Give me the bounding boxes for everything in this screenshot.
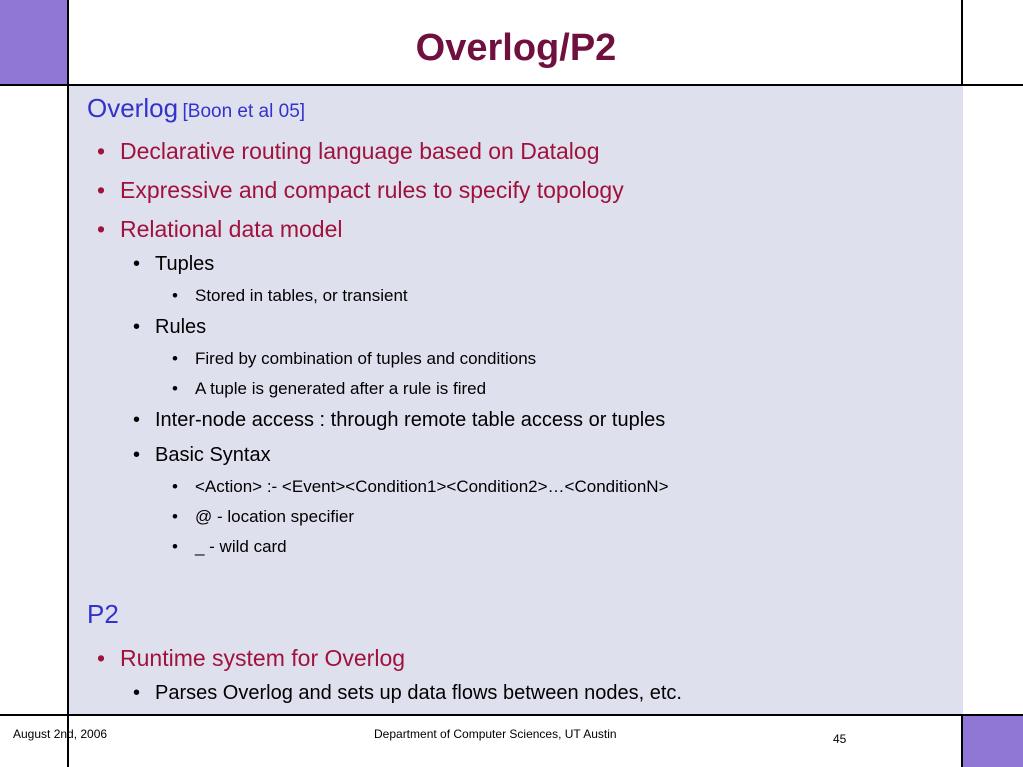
bullet-icon: • [133, 682, 141, 704]
bullet-icon: • [172, 379, 178, 398]
section-heading-p2 [87, 599, 119, 630]
bullet-icon: • [97, 177, 106, 203]
bullet-item [97, 138, 600, 165]
bullet-icon: • [172, 477, 178, 496]
bullet-item [172, 507, 354, 527]
bullet-text: Runtime system for Overlog [120, 645, 406, 671]
bullet-item [97, 645, 405, 672]
bullet-icon: • [97, 216, 106, 242]
bullet-text: Tuples [155, 253, 215, 275]
bullet-item [172, 477, 669, 497]
bullet-item [133, 682, 682, 705]
bullet-icon: • [133, 444, 141, 466]
bullet-icon: • [97, 645, 106, 671]
section-heading-text: Overlog [87, 93, 179, 123]
bullet-item [133, 253, 214, 276]
footer-date: August 2nd, 2006 [13, 727, 108, 741]
bullet-item [172, 349, 536, 369]
bullet-icon: • [172, 286, 178, 305]
bullet-text: Inter-node access : through remote table access or tuples [155, 409, 666, 431]
bullet-item [133, 316, 206, 339]
bullet-item [172, 379, 486, 399]
bullet-text: Declarative routing language based on Datalog [120, 138, 600, 164]
bullet-icon: • [172, 507, 178, 526]
bullet-icon: • [172, 349, 178, 368]
bullet-item [97, 216, 342, 243]
footer-department: Department of Computer Sciences, UT Austin [374, 727, 617, 741]
bullet-text: Relational data model [120, 216, 343, 242]
footer-page-number: 45 [833, 732, 847, 746]
citation: [Boon et al 05] [182, 101, 306, 122]
footer-divider [0, 714, 1023, 716]
bullet-text: Rules [155, 316, 207, 338]
bullet-icon: • [133, 409, 141, 431]
bullet-text: A tuple is generated after a rule is fired [195, 379, 487, 398]
bullet-text: Expressive and compact rules to specify topology [120, 177, 624, 203]
bullet-item [133, 409, 665, 432]
slide-title: Overlog/P2 [415, 27, 617, 69]
bullet-text: @ - location specifier [195, 507, 354, 526]
bullet-text: Parses Overlog and sets up data flows between nodes, etc. [155, 682, 682, 704]
bullet-item [172, 286, 408, 306]
bullet-icon: • [97, 138, 106, 164]
bullet-icon: • [172, 537, 178, 556]
bullet-item [97, 177, 624, 204]
bullet-item [133, 444, 271, 467]
bullet-text: Stored in tables, or transient [195, 286, 408, 305]
section-heading-overlog [87, 93, 305, 124]
bullet-item [172, 537, 287, 557]
section-heading-text: P2 [87, 599, 119, 629]
bullet-text: <Action> :- <Event><Condition1><Condition2>…<ConditionN> [195, 477, 669, 496]
bullet-text: Fired by combination of tuples and conditions [195, 349, 537, 368]
bullet-text: _ - wild card [195, 537, 287, 556]
bullet-icon: • [133, 316, 141, 338]
corner-square-bottom-right [963, 716, 1023, 767]
bullet-text: Basic Syntax [155, 444, 271, 466]
corner-square-top-left [0, 0, 67, 84]
bullet-icon: • [133, 253, 141, 275]
